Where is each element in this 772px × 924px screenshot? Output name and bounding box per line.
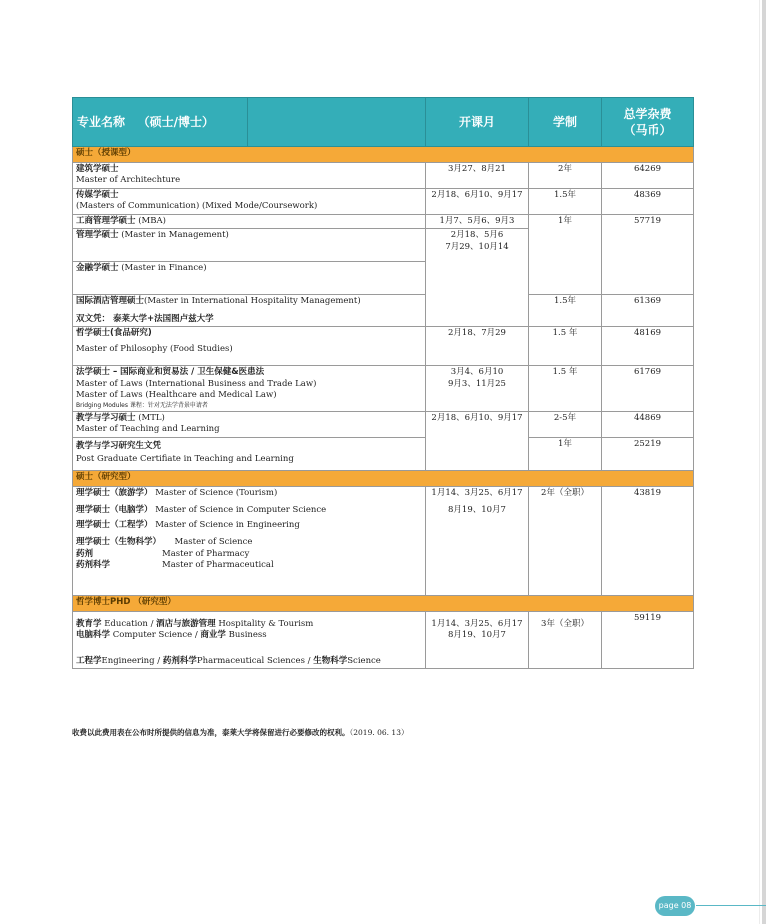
table-row: [73, 214, 694, 228]
section-row: [73, 147, 694, 163]
fee-cell: 44869: [602, 411, 694, 437]
duration-cell: 1年: [529, 214, 602, 294]
footnote: 收费以此费用表在公布时所提供的信息为准，泰莱大学将保留进行必要修改的权利。（2019. 06. 13）: [72, 728, 409, 737]
table-row: [73, 327, 694, 366]
fee-cell: 25219: [602, 437, 694, 470]
page-edge-rule-inner: [759, 0, 760, 924]
intake-cell: 1月14、3月25、6月17 8月19、10月7: [426, 611, 529, 668]
program-cell: 教育学 Education / 酒店与旅游管理 Hospitality & Tourism 电脑科学 Computer Science / 商业学 Business 工程学Engineering / 药剂科学Pharmaceutical Sciences / 生物科学Science: [73, 611, 426, 668]
duration-cell: 2-5年: [529, 411, 602, 437]
fee-cell: 43819: [602, 486, 694, 595]
fee-table: [72, 97, 694, 669]
program-cell: 哲学硕士(食品研究) Master of Philosophy (Food Studies): [73, 327, 426, 366]
header-intake: 开课月: [426, 98, 529, 147]
table-header-row: [73, 98, 694, 147]
intake-cell: 2月18、6月10、9月17: [426, 411, 529, 470]
header-fee: 总学杂费 （马币）: [602, 98, 694, 147]
page-edge-rule: [762, 0, 766, 924]
fee-cell: 48169: [602, 327, 694, 366]
fee-cell: 59119: [602, 611, 694, 668]
section-masters-coursework: 硕士（授课型）: [73, 147, 694, 163]
page-number-line: [696, 905, 766, 906]
duration-cell: 3年（全职）: [529, 611, 602, 668]
fee-cell: 61769: [602, 366, 694, 412]
program-cell: 建筑学硕士 Master of Architechture: [73, 163, 426, 189]
program-cell: 法学硕士 – 国际商业和贸易法 / 卫生保健&医患法 Master of Laws (International Business and Trade Law) Master of Laws (Healthcare and Medical Law) Bridging Modules 课程：针对无法学背景申请者: [73, 366, 426, 412]
fee-cell: 61369: [602, 295, 694, 327]
duration-cell: 2年: [529, 163, 602, 189]
program-cell: 国际酒店管理硕士(Master in International Hospitality Management) 双文凭： 泰莱大学+法国图卢兹大学: [73, 295, 426, 327]
program-cell: 理学硕士（旅游学） Master of Science (Tourism) 理学硕士（电脑学） Master of Science in Computer Science 理学硕士（工程学） Master of Science in Engineering 理学硕士（生物科学） Master of Science 药剂 Master of Pharmacy 药剂科学 Master of Pharmaceutical: [73, 486, 426, 595]
duration-cell: 1.5年: [529, 295, 602, 327]
table-row: [73, 295, 694, 327]
program-cell: 工商管理学硕士 (MBA): [73, 214, 426, 228]
duration-cell: 1年: [529, 437, 602, 470]
table-row: [73, 486, 694, 595]
table-row: [73, 163, 694, 189]
header-spacer: [248, 98, 426, 147]
intake-cell: 1月14、3月25、6月17 8月19、10月7: [426, 486, 529, 595]
fee-cell: 48369: [602, 188, 694, 214]
intake-cell: 2月18、7月29: [426, 327, 529, 366]
page-number-badge: page 08: [655, 896, 695, 916]
section-row: [73, 595, 694, 611]
table-row: [73, 611, 694, 668]
intake-cell: 3月4、6月10 9月3、11月25: [426, 366, 529, 412]
program-cell: 教学与学习硕士 (MTL) Master of Teaching and Learning: [73, 411, 426, 437]
table-row: [73, 188, 694, 214]
header-duration: 学制: [529, 98, 602, 147]
header-program-name: 专业名称 （硕士/博士）: [73, 98, 248, 147]
program-cell: 传媒学硕士 (Masters of Communication) (Mixed Mode/Coursework): [73, 188, 426, 214]
program-cell: 金融学硕士 (Master in Finance): [73, 262, 426, 295]
duration-cell: 2年（全职）: [529, 486, 602, 595]
duration-cell: 1.5 年: [529, 366, 602, 412]
section-masters-research: 硕士（研究型）: [73, 470, 694, 486]
duration-cell: 1.5年: [529, 188, 602, 214]
intake-cell: 1月7、5月6、9月3: [426, 214, 529, 228]
fee-cell: 64269: [602, 163, 694, 189]
table-row: [73, 366, 694, 412]
intake-cell: 2月18、5月6 7月29、10月14: [426, 229, 529, 327]
intake-cell: 3月27、8月21: [426, 163, 529, 189]
program-cell: 管理学硕士 (Master in Management): [73, 229, 426, 262]
section-row: [73, 470, 694, 486]
fee-cell: 57719: [602, 214, 694, 294]
section-phd: 哲学博士PHD （研究型）: [73, 595, 694, 611]
intake-cell: 2月18、6月10、9月17: [426, 188, 529, 214]
program-cell: 教学与学习研究生文凭 Post Graduate Certifiate in Teaching and Learning: [73, 437, 426, 470]
table-row: [73, 411, 694, 437]
duration-cell: 1.5 年: [529, 327, 602, 366]
table-row: [73, 437, 694, 470]
